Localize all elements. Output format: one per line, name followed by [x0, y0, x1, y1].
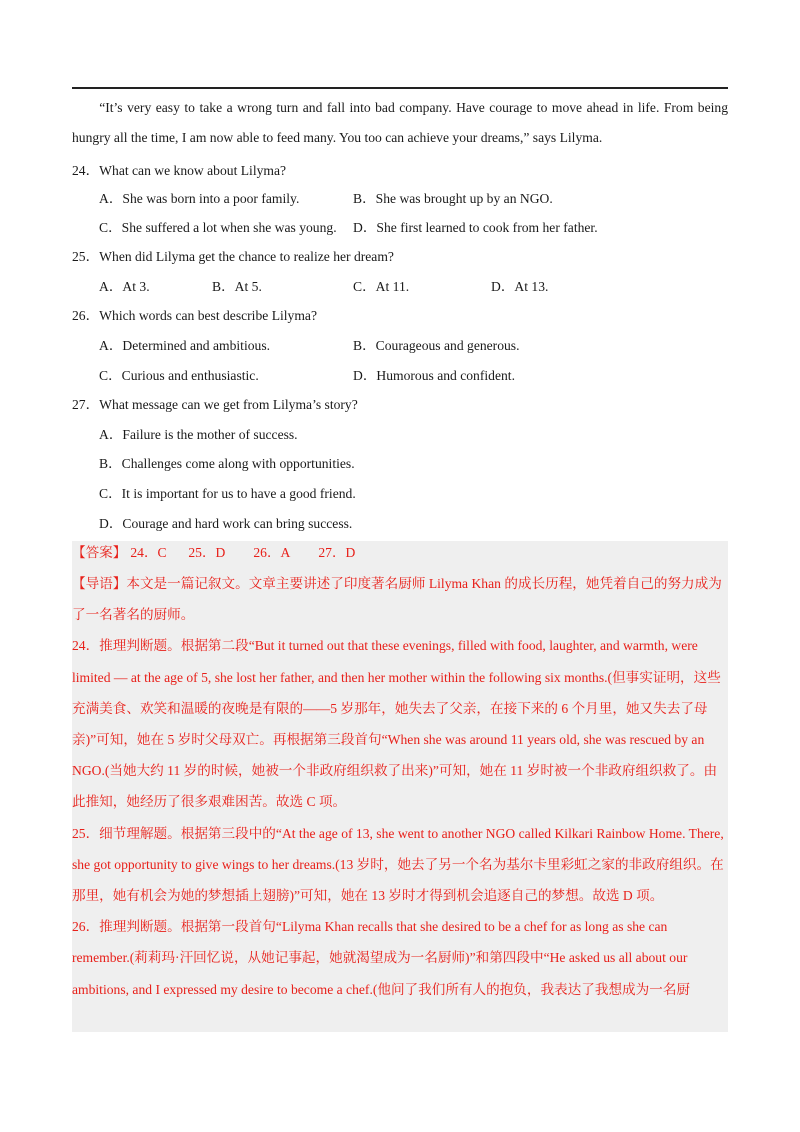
answer-27: 27．D — [318, 545, 356, 560]
q24-option-a[interactable]: A．She was born into a poor family. — [99, 191, 300, 206]
q24-option-c[interactable]: C．She suffered a lot when she was young. — [99, 220, 337, 235]
q26-option-c[interactable]: C．Curious and enthusiastic. — [99, 368, 259, 383]
explanation-24: 24．推理判断题。根据第二段“But it turned out that these evenings, filled with food, laughter, and warmth, were limited — at the age of 5, she lost her father, and then her mother within the following six months.(但事实证明，这些充满美食、欢笑和温暖的夜晚是有限的——5 岁那年，她失去了父亲，在接下来的 6 个月里，她又失去了母亲)”可知，她在 5 岁时父母双亡。再根据第三段首句“When she was around 11 years old, she was rescued by an NGO.(当她大约 11 岁的时候，她被一个非政府组织救了出来)”可知，她在 11 岁时被一个非政府组织救了。由此推知，她经历了很多艰难困苦。故选 C 项。 — [72, 638, 721, 810]
passage-paragraph: “It’s very easy to take a wrong turn and fall into bad company. Have courage to move ahead in life. From being hungry all the time, I am now able to feed many. You too can achieve your dreams,” says Lilyma. — [72, 100, 728, 145]
answer-key-label: 【答案】 — [72, 545, 127, 560]
q27-option-a[interactable]: A．Failure is the mother of success. — [99, 427, 298, 442]
q25-option-d[interactable]: D．At 13. — [491, 279, 549, 294]
answer-26: 26．A — [253, 545, 291, 560]
q26-option-a[interactable]: A．Determined and ambitious. — [99, 338, 271, 353]
q26-option-d[interactable]: D．Humorous and confident. — [353, 368, 515, 383]
q27-option-c[interactable]: C．It is important for us to have a good friend. — [99, 486, 356, 501]
q25-option-c[interactable]: C．At 11. — [353, 279, 410, 294]
q26-option-b[interactable]: B．Courageous and generous. — [353, 338, 520, 353]
q25-option-b[interactable]: B．At 5. — [212, 279, 262, 294]
q24-option-b[interactable]: B．She was brought up by an NGO. — [353, 191, 553, 206]
q25-option-a[interactable]: A．At 3. — [99, 279, 150, 294]
q27-option-d[interactable]: D．Courage and hard work can bring success. — [99, 516, 353, 531]
q27-option-b[interactable]: B．Challenges come along with opportunities. — [99, 456, 355, 471]
guide-paragraph: 【导语】本文是一篇记叙文。文章主要讲述了印度著名厨师 Lilyma Khan 的成长历程，她凭着自己的努力成为了一名著名的厨师。 — [72, 576, 722, 623]
question-25: 25．When did Lilyma get the chance to realize her dream? — [72, 249, 394, 264]
explanation-25: 25．细节理解题。根据第三段中的“At the age of 13, she went to another NGO called Kilkari Rainbow Home. There, she got opportunity to give wings to her dreams.(13 岁时，她去了另一个名为基尔卡里彩虹之家的非政府组织。在那里，她有机会为她的梦想插上翅膀)”可知，她在 13 岁时才得到机会追逐自己的梦想。故选 D 项。 — [72, 825, 724, 904]
answer-key — [72, 543, 355, 563]
question-24: 24．What can we know about Lilyma? — [72, 163, 287, 178]
explanation-26: 26．推理判断题。根据第一段首句“Lilyma Khan recalls that she desired to be a chef for as long as she can remember.(莉莉玛·汗回忆说，从她记事起，她就渴望成为一名厨师)”和第四段中“He asked us all about our ambitions, and I expressed my desire to become a chef.(他问了我们所有人的抱负，我表达了我想成为一名厨 — [72, 919, 691, 997]
question-27: 27．What message can we get from Lilyma’s story? — [72, 397, 358, 412]
q24-option-d[interactable]: D．She first learned to cook from her father. — [353, 220, 598, 235]
question-26: 26．Which words can best describe Lilyma? — [72, 308, 317, 323]
explanation-block — [72, 568, 728, 1005]
header-rule — [72, 87, 728, 89]
answer-25: 25．D — [188, 545, 226, 560]
answer-24: 24．C — [130, 545, 167, 560]
